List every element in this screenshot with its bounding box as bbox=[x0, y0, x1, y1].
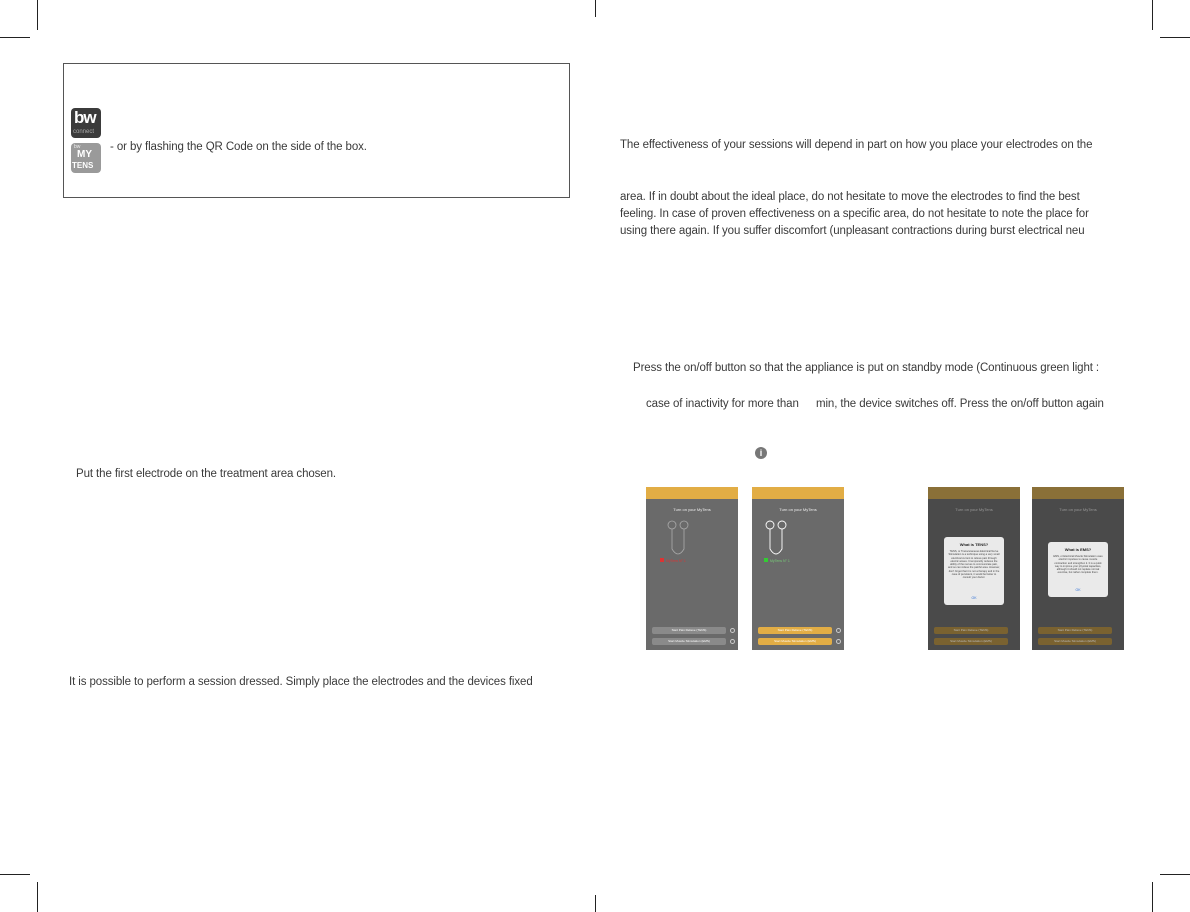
status-bar bbox=[646, 487, 738, 499]
info-dot-icon bbox=[730, 639, 735, 644]
app-screenshot-3 bbox=[928, 487, 1020, 650]
electrode-cable-icon bbox=[664, 519, 694, 561]
device-label: MyTens N° 1 bbox=[770, 559, 790, 563]
electrode-step-text: Put the first electrode on the treatment area chosen. bbox=[76, 468, 336, 480]
standby-line-2b: min, the device switches off. Press the on/off button again bbox=[816, 398, 1104, 410]
effectiveness-line-3: feeling. In case of proven effectiveness on a specific area, do not hesitate to note the place for bbox=[620, 208, 1089, 220]
bw-connect-logo: bw connect bbox=[71, 108, 101, 138]
screen-title: Turn on your MyTens bbox=[1059, 507, 1097, 512]
tens-button[interactable]: Start Pain Relieve (TENS) bbox=[1038, 627, 1112, 634]
ems-button[interactable]: Start Muscle Stimulation (EMS) bbox=[652, 638, 726, 645]
standby-line-1: Press the on/off button so that the appliance is put on standby mode (Continuous green light : bbox=[633, 362, 1100, 374]
modal-ok-button[interactable]: OK bbox=[971, 596, 977, 600]
effectiveness-line-4: using there again. If you suffer discomfort (unpleasant contractions during burst electrical neu bbox=[620, 225, 1085, 237]
screen-title: Turn on your MyTens bbox=[673, 507, 711, 512]
crop-mark bbox=[595, 0, 596, 17]
tens-button[interactable]: Start Pain Relieve (TENS) bbox=[652, 627, 726, 634]
ems-button[interactable]: Start Muscle Stimulation (EMS) bbox=[758, 638, 832, 645]
app-info-box bbox=[63, 63, 570, 198]
standby-line-2a: case of inactivity for more than bbox=[646, 398, 799, 410]
modal-text: TENS, or Transcutaneous Electrical Nerve Stimulation is a technique using a very small electrical current to relieve pain through electric waves. It temporarily reduces the ability of the nerves to communicate pain, and so can relieve the painful area. However, don't forget that it is not a therapy and in the case of persistent, it would be better to consult your doctor. bbox=[948, 550, 1000, 580]
status-dot bbox=[764, 558, 768, 562]
dressed-session-text: It is possible to perform a session dressed. Simply place the electrodes and the devices fixed bbox=[69, 676, 533, 688]
modal-title: What is TENS? bbox=[959, 542, 989, 547]
tens-info-modal bbox=[944, 537, 1004, 605]
crop-mark bbox=[0, 37, 30, 38]
crop-mark bbox=[0, 874, 30, 875]
my-tens-logo: bw MY TENS bbox=[71, 143, 101, 173]
qr-code-text: - or by flashing the QR Code on the side of the box. bbox=[110, 141, 367, 153]
status-bar bbox=[928, 487, 1020, 499]
crop-mark bbox=[1160, 874, 1190, 875]
tens-button[interactable]: Start Pain Relieve (TENS) bbox=[934, 627, 1008, 634]
effectiveness-line-2: area. If in doubt about the ideal place, do not hesitate to move the electrodes to find the best bbox=[620, 191, 1080, 203]
status-bar bbox=[752, 487, 844, 499]
screen-title: Turn on your MyTens bbox=[779, 507, 817, 512]
crop-mark bbox=[37, 882, 38, 912]
info-icon: i bbox=[755, 447, 767, 459]
ems-button[interactable]: Start Muscle Stimulation (EMS) bbox=[1038, 638, 1112, 645]
modal-title: What is EMS? bbox=[1064, 547, 1092, 552]
app-screenshot-1 bbox=[646, 487, 738, 650]
crop-mark bbox=[1152, 0, 1153, 30]
ems-info-modal bbox=[1048, 542, 1108, 597]
app-screenshot-2 bbox=[752, 487, 844, 650]
modal-ok-button[interactable]: OK bbox=[1075, 588, 1081, 592]
electrode-cable-icon bbox=[762, 519, 792, 561]
crop-mark bbox=[595, 895, 596, 912]
ems-button[interactable]: Start Muscle Stimulation (EMS) bbox=[934, 638, 1008, 645]
info-dot-icon bbox=[836, 628, 841, 633]
info-dot-icon bbox=[836, 639, 841, 644]
crop-mark bbox=[1160, 37, 1190, 38]
device-label: MyTens N° 1 bbox=[666, 559, 686, 563]
modal-text: EMS, or Electrical Muscle Stimulation uses electric impulses to cause muscle contraction and strengthen it. It is a quick way to improve your physical capacities, although it should not replace normal exercise, but rather complete them. bbox=[1053, 555, 1103, 575]
tens-button[interactable]: Start Pain Relieve (TENS) bbox=[758, 627, 832, 634]
info-dot-icon bbox=[730, 628, 735, 633]
status-dot bbox=[660, 558, 664, 562]
crop-mark bbox=[1152, 882, 1153, 912]
status-bar bbox=[1032, 487, 1124, 499]
effectiveness-line-1: The effectiveness of your sessions will depend in part on how you place your electrodes on the bbox=[620, 139, 1093, 151]
app-screenshot-4 bbox=[1032, 487, 1124, 650]
crop-mark bbox=[37, 0, 38, 30]
screen-title: Turn on your MyTens bbox=[955, 507, 993, 512]
